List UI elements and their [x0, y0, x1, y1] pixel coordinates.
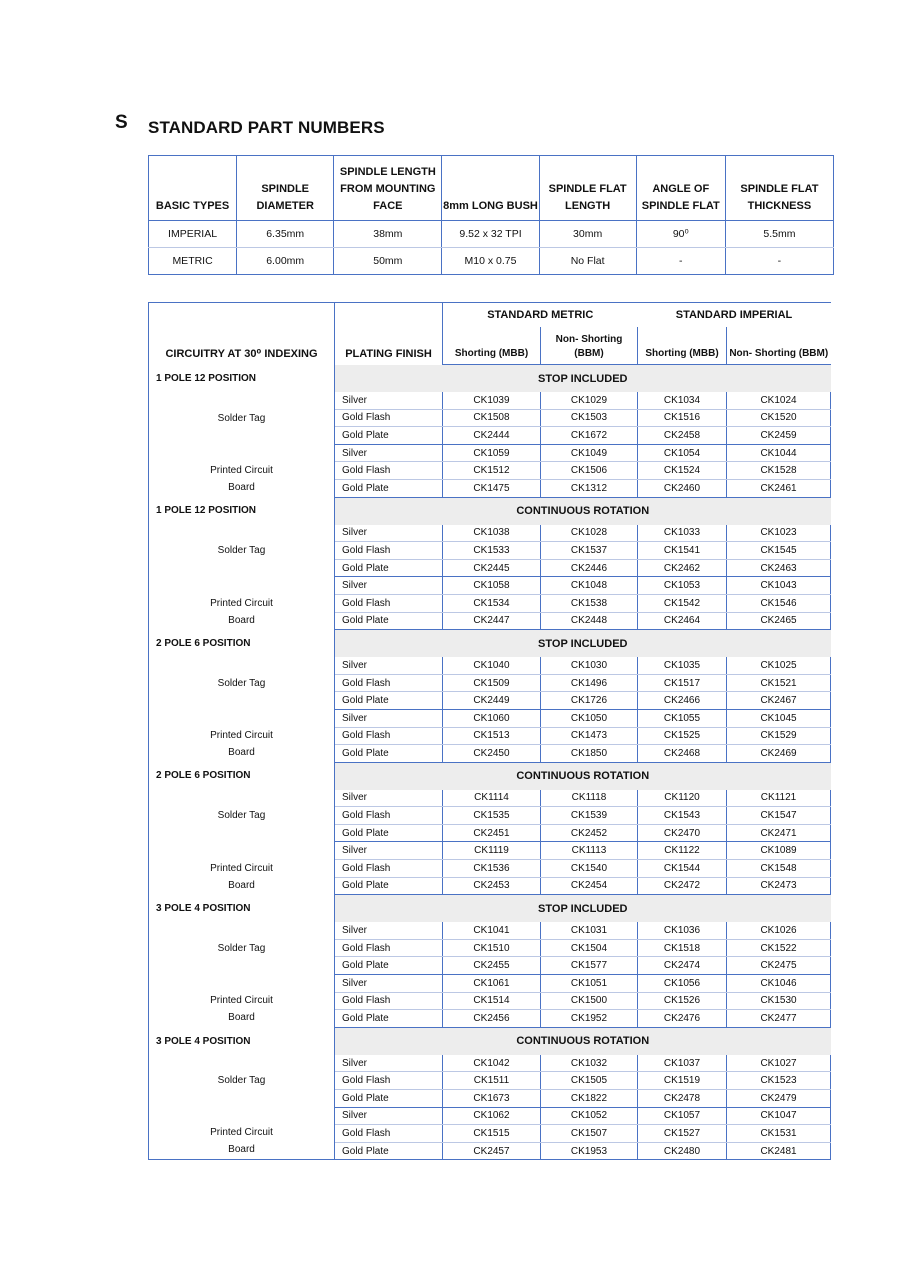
part-number-cell: CK2447	[443, 612, 541, 630]
connection-pcb	[149, 577, 335, 630]
part-number-cell: CK1536	[443, 860, 541, 878]
spec-cell: 90⁰	[636, 221, 725, 248]
connection-pcb	[149, 1107, 335, 1160]
part-number-cell: CK2446	[541, 559, 638, 577]
section-header-row	[149, 497, 831, 525]
table-row	[149, 1055, 831, 1072]
metric-shorting-header: Shorting (MBB)	[443, 327, 541, 365]
part-number-cell: CK1046	[727, 975, 831, 993]
part-number-cell: CK1025	[727, 657, 831, 674]
connection-pcb	[149, 709, 335, 762]
part-number-cell: CK1523	[727, 1072, 831, 1090]
spec-cell: 30mm	[539, 221, 636, 248]
spec-header-row	[149, 156, 834, 221]
plating-finish-cell: Gold Plate	[335, 612, 443, 630]
part-number-cell: CK1045	[727, 709, 831, 727]
plating-finish-cell: Gold Plate	[335, 1142, 443, 1160]
section-header-row	[149, 762, 831, 790]
plating-finish-cell: Gold Plate	[335, 1010, 443, 1028]
part-number-cell: CK1119	[443, 842, 541, 860]
part-number-cell: CK1952	[541, 1010, 638, 1028]
plating-finish-cell: Gold Plate	[335, 745, 443, 763]
pcb-label-line1: Printed Circuit	[210, 1127, 273, 1139]
part-number-cell: CK1121	[727, 790, 831, 807]
section-label: 2 POLE 6 POSITION	[149, 630, 335, 658]
part-number-cell: CK2459	[727, 427, 831, 445]
part-number-cell: CK1505	[541, 1072, 638, 1090]
part-number-cell: CK2445	[443, 559, 541, 577]
section-label: 1 POLE 12 POSITION	[149, 365, 335, 393]
part-number-cell: CK1513	[443, 727, 541, 745]
part-number-cell: CK1055	[638, 709, 727, 727]
part-number-cell: CK2449	[443, 692, 541, 710]
part-number-cell: CK1041	[443, 922, 541, 939]
part-numbers-table	[148, 302, 831, 1160]
table-row	[149, 922, 831, 939]
part-number-cell: CK1031	[541, 922, 638, 939]
part-number-cell: CK1058	[443, 577, 541, 595]
part-number-cell: CK2475	[727, 957, 831, 975]
plating-finish-cell: Gold Plate	[335, 877, 443, 895]
connection-solder-tag: Solder Tag	[149, 922, 335, 974]
section-banner: STOP INCLUDED	[335, 630, 831, 658]
table-row	[149, 577, 831, 595]
spec-cell: 6.00mm	[237, 248, 334, 275]
table-row	[149, 709, 831, 727]
plating-finish-cell: Gold Flash	[335, 1125, 443, 1143]
connection-solder-tag: Solder Tag	[149, 1055, 335, 1107]
part-number-cell: CK2444	[443, 427, 541, 445]
part-number-cell: CK1048	[541, 577, 638, 595]
plating-finish-cell: Silver	[335, 922, 443, 939]
part-number-cell: CK1525	[638, 727, 727, 745]
part-number-cell: CK1539	[541, 807, 638, 825]
plating-finish-cell: Silver	[335, 842, 443, 860]
part-number-cell: CK1028	[541, 525, 638, 542]
table-row	[149, 790, 831, 807]
part-number-cell: CK1507	[541, 1125, 638, 1143]
plating-finish-cell: Gold Flash	[335, 409, 443, 427]
part-number-cell: CK1032	[541, 1055, 638, 1072]
part-number-cell: CK1062	[443, 1107, 541, 1125]
part-number-cell: CK2456	[443, 1010, 541, 1028]
part-number-cell: CK1530	[727, 992, 831, 1010]
plating-finish-cell: Gold Plate	[335, 427, 443, 445]
table-row	[149, 657, 831, 674]
part-number-cell: CK2452	[541, 824, 638, 842]
spec-header-basic-types: BASIC TYPES	[149, 156, 237, 221]
spec-cell: 6.35mm	[237, 221, 334, 248]
part-number-cell: CK1503	[541, 409, 638, 427]
section-banner: STOP INCLUDED	[335, 895, 831, 923]
part-number-cell: CK1089	[727, 842, 831, 860]
part-number-cell: CK1060	[443, 709, 541, 727]
part-number-cell: CK1527	[638, 1125, 727, 1143]
part-number-cell: CK1673	[443, 1090, 541, 1108]
part-number-cell: CK1122	[638, 842, 727, 860]
part-number-cell: CK2468	[638, 745, 727, 763]
part-number-cell: CK2464	[638, 612, 727, 630]
part-number-cell: CK1726	[541, 692, 638, 710]
part-number-cell: CK1577	[541, 957, 638, 975]
spec-header-bush: 8mm LONG BUSH	[442, 156, 539, 221]
part-number-cell: CK1500	[541, 992, 638, 1010]
table-row	[149, 1107, 831, 1125]
part-number-cell: CK2479	[727, 1090, 831, 1108]
part-number-cell: CK1526	[638, 992, 727, 1010]
spec-cell: 38mm	[334, 221, 442, 248]
section-header-row	[149, 630, 831, 658]
spec-header-spindle-diameter: SPINDLE DIAMETER	[237, 156, 334, 221]
part-number-cell: CK1027	[727, 1055, 831, 1072]
part-number-cell: CK1029	[541, 392, 638, 409]
spec-row-metric	[149, 248, 834, 275]
part-number-cell: CK2457	[443, 1142, 541, 1160]
pcb-label-line2: Board	[228, 1012, 255, 1024]
plating-finish-cell: Gold Flash	[335, 860, 443, 878]
table-row	[149, 842, 831, 860]
part-number-cell: CK1035	[638, 657, 727, 674]
spec-cell: METRIC	[172, 255, 213, 267]
part-number-cell: CK1038	[443, 525, 541, 542]
plating-finish-cell: Gold Flash	[335, 542, 443, 560]
plating-finish-cell: Silver	[335, 975, 443, 993]
part-number-cell: CK2470	[638, 824, 727, 842]
part-number-cell: CK2473	[727, 877, 831, 895]
part-number-cell: CK1030	[541, 657, 638, 674]
plating-finish-cell: Gold Plate	[335, 692, 443, 710]
plating-finish-cell: Silver	[335, 1055, 443, 1072]
pcb-label-line1: Printed Circuit	[210, 465, 273, 477]
part-number-cell: CK1114	[443, 790, 541, 807]
part-number-cell: CK1535	[443, 807, 541, 825]
part-number-cell: CK2474	[638, 957, 727, 975]
part-number-cell: CK1034	[638, 392, 727, 409]
spec-header-flat-length: SPINDLE FLAT LENGTH	[539, 156, 636, 221]
spindle-spec-table	[148, 155, 834, 275]
spec-cell: M10 x 0.75	[442, 248, 539, 275]
table-row	[149, 444, 831, 462]
part-number-cell: CK2467	[727, 692, 831, 710]
part-number-cell: CK2458	[638, 427, 727, 445]
plating-finish-cell: Gold Plate	[335, 957, 443, 975]
section-header-row	[149, 1027, 831, 1055]
part-number-cell: CK1061	[443, 975, 541, 993]
imperial-non-shorting-header: Non- Shorting (BBM)	[727, 327, 831, 365]
part-number-cell: CK1850	[541, 745, 638, 763]
part-number-cell: CK1475	[443, 479, 541, 497]
part-number-cell: CK1026	[727, 922, 831, 939]
table-row	[149, 392, 831, 409]
standard-metric-header: STANDARD METRIC	[487, 309, 594, 321]
section-header-row	[149, 895, 831, 923]
part-number-cell: CK1545	[727, 542, 831, 560]
part-number-cell: CK1518	[638, 939, 727, 957]
part-number-cell: CK2480	[638, 1142, 727, 1160]
table-row	[149, 525, 831, 542]
connection-pcb	[149, 842, 335, 895]
pcb-label-line2: Board	[228, 614, 255, 626]
section-label: 3 POLE 4 POSITION	[149, 895, 335, 923]
part-number-cell: CK2460	[638, 479, 727, 497]
plating-finish-cell: Gold Flash	[335, 727, 443, 745]
part-number-cell: CK1508	[443, 409, 541, 427]
plating-finish-cell: Gold Flash	[335, 462, 443, 480]
section-banner: CONTINUOUS ROTATION	[335, 1027, 831, 1055]
plating-finish-cell: Gold Flash	[335, 1072, 443, 1090]
part-number-cell: CK1515	[443, 1125, 541, 1143]
section-label: 3 POLE 4 POSITION	[149, 1027, 335, 1055]
part-number-cell: CK1059	[443, 444, 541, 462]
connection-pcb	[149, 975, 335, 1028]
plating-finish-cell: Gold Plate	[335, 479, 443, 497]
part-number-cell: CK1049	[541, 444, 638, 462]
part-number-cell: CK1533	[443, 542, 541, 560]
plating-finish-cell: Silver	[335, 444, 443, 462]
section-label: 2 POLE 6 POSITION	[149, 762, 335, 790]
part-number-cell: CK1538	[541, 594, 638, 612]
spec-cell: 50mm	[334, 248, 442, 275]
plating-finish-cell: Gold Flash	[335, 992, 443, 1010]
section-letter: S	[115, 112, 128, 133]
plating-finish-cell: Gold Flash	[335, 807, 443, 825]
part-number-cell: CK2462	[638, 559, 727, 577]
part-number-cell: CK1044	[727, 444, 831, 462]
part-number-cell: CK1510	[443, 939, 541, 957]
part-number-cell: CK1514	[443, 992, 541, 1010]
part-number-cell: CK1056	[638, 975, 727, 993]
plating-finish-cell: Gold Plate	[335, 824, 443, 842]
connection-solder-tag: Solder Tag	[149, 525, 335, 577]
pcb-label-line1: Printed Circuit	[210, 730, 273, 742]
part-number-cell: CK1540	[541, 860, 638, 878]
connection-pcb	[149, 444, 335, 497]
part-number-cell: CK1524	[638, 462, 727, 480]
part-number-cell: CK1043	[727, 577, 831, 595]
part-number-cell: CK1519	[638, 1072, 727, 1090]
plating-finish-cell: Gold Plate	[335, 1090, 443, 1108]
part-number-cell: CK1040	[443, 657, 541, 674]
plating-finish-cell: Gold Flash	[335, 594, 443, 612]
part-number-cell: CK2455	[443, 957, 541, 975]
part-number-cell: CK1672	[541, 427, 638, 445]
part-number-cell: CK2466	[638, 692, 727, 710]
part-number-cell: CK1512	[443, 462, 541, 480]
part-number-cell: CK1509	[443, 674, 541, 692]
part-number-cell: CK1052	[541, 1107, 638, 1125]
part-number-cell: CK1542	[638, 594, 727, 612]
part-number-cell: CK1506	[541, 462, 638, 480]
part-number-cell: CK1053	[638, 577, 727, 595]
part-number-cell: CK2448	[541, 612, 638, 630]
part-number-cell: CK2477	[727, 1010, 831, 1028]
part-number-cell: CK1496	[541, 674, 638, 692]
part-number-cell: CK2463	[727, 559, 831, 577]
pcb-label-line2: Board	[228, 747, 255, 759]
part-number-cell: CK2476	[638, 1010, 727, 1028]
pcb-label-line1: Printed Circuit	[210, 597, 273, 609]
part-number-cell: CK1511	[443, 1072, 541, 1090]
part-number-cell: CK1547	[727, 807, 831, 825]
pcb-label-line2: Board	[228, 1144, 255, 1156]
pcb-label-line2: Board	[228, 482, 255, 494]
part-number-cell: CK1504	[541, 939, 638, 957]
plating-finish-cell: Gold Flash	[335, 674, 443, 692]
part-number-cell: CK2453	[443, 877, 541, 895]
circuitry-header: CIRCUITRY AT 30⁰ INDEXING	[149, 303, 335, 365]
part-number-cell: CK2454	[541, 877, 638, 895]
part-number-cell: CK1520	[727, 409, 831, 427]
part-number-cell: CK2461	[727, 479, 831, 497]
plating-finish-cell: Gold Flash	[335, 939, 443, 957]
spec-cell: 5.5mm	[725, 221, 833, 248]
part-number-cell: CK1113	[541, 842, 638, 860]
part-number-cell: CK1516	[638, 409, 727, 427]
section-banner: STOP INCLUDED	[335, 365, 831, 393]
part-number-cell: CK1042	[443, 1055, 541, 1072]
part-number-cell: CK1522	[727, 939, 831, 957]
part-number-cell: CK2472	[638, 877, 727, 895]
table-row	[149, 975, 831, 993]
plating-finish-cell: Silver	[335, 790, 443, 807]
page-title: STANDARD PART NUMBERS	[148, 118, 385, 137]
part-number-cell: CK1039	[443, 392, 541, 409]
pcb-label-line1: Printed Circuit	[210, 862, 273, 874]
part-number-cell: CK1541	[638, 542, 727, 560]
part-number-cell: CK1057	[638, 1107, 727, 1125]
part-number-cell: CK1054	[638, 444, 727, 462]
plating-finish-cell: Silver	[335, 657, 443, 674]
part-number-cell: CK2465	[727, 612, 831, 630]
part-number-cell: CK1036	[638, 922, 727, 939]
connection-solder-tag: Solder Tag	[149, 392, 335, 444]
part-number-cell: CK1517	[638, 674, 727, 692]
section-header-row	[149, 365, 831, 393]
standard-imperial-header: STANDARD IMPERIAL	[675, 309, 793, 321]
part-number-cell: CK2471	[727, 824, 831, 842]
part-number-cell: CK2450	[443, 745, 541, 763]
part-number-cell: CK1531	[727, 1125, 831, 1143]
spec-header-flat-angle: ANGLE OF SPINDLE FLAT	[636, 156, 725, 221]
part-number-cell: CK1312	[541, 479, 638, 497]
spec-row-imperial	[149, 221, 834, 248]
plating-finish-cell: Silver	[335, 1107, 443, 1125]
part-number-cell: CK1050	[541, 709, 638, 727]
part-number-cell: CK2478	[638, 1090, 727, 1108]
pcb-label-line1: Printed Circuit	[210, 995, 273, 1007]
spec-cell: IMPERIAL	[149, 221, 237, 248]
part-number-cell: CK1822	[541, 1090, 638, 1108]
part-number-cell: CK1047	[727, 1107, 831, 1125]
part-number-cell: CK1120	[638, 790, 727, 807]
section-banner: CONTINUOUS ROTATION	[335, 762, 831, 790]
part-number-cell: CK1037	[638, 1055, 727, 1072]
part-number-cell: CK1544	[638, 860, 727, 878]
plating-finish-cell: Silver	[335, 525, 443, 542]
metric-non-shorting-header: Non- Shorting (BBM)	[541, 327, 638, 365]
parts-header-row-top	[149, 303, 831, 328]
section-banner: CONTINUOUS ROTATION	[335, 497, 831, 525]
connection-solder-tag: Solder Tag	[149, 657, 335, 709]
part-number-cell: CK1473	[541, 727, 638, 745]
plating-finish-cell: Silver	[335, 577, 443, 595]
spec-cell: 9.52 x 32 TPI	[442, 221, 539, 248]
plating-finish-cell: Gold Plate	[335, 559, 443, 577]
part-number-cell: CK1548	[727, 860, 831, 878]
section-label: 1 POLE 12 POSITION	[149, 497, 335, 525]
part-number-cell: CK1033	[638, 525, 727, 542]
part-number-cell: CK2451	[443, 824, 541, 842]
part-number-cell: CK1543	[638, 807, 727, 825]
part-number-cell: CK1118	[541, 790, 638, 807]
spec-header-flat-thickness: SPINDLE FLAT THICKNESS	[725, 156, 833, 221]
connection-solder-tag: Solder Tag	[149, 790, 335, 842]
spec-cell: -	[725, 248, 833, 275]
plating-finish-cell: Silver	[335, 392, 443, 409]
part-number-cell: CK1521	[727, 674, 831, 692]
pcb-label-line2: Board	[228, 879, 255, 891]
part-number-cell: CK1528	[727, 462, 831, 480]
spec-cell: No Flat	[539, 248, 636, 275]
part-number-cell: CK1537	[541, 542, 638, 560]
part-number-cell: CK1953	[541, 1142, 638, 1160]
plating-finish-cell: Silver	[335, 709, 443, 727]
part-number-cell: CK1546	[727, 594, 831, 612]
spec-cell: -	[636, 248, 725, 275]
spec-header-spindle-length: SPINDLE LENGTH FROM MOUNTING FACE	[334, 156, 442, 221]
imperial-shorting-header: Shorting (MBB)	[638, 327, 727, 365]
part-number-cell: CK1534	[443, 594, 541, 612]
part-number-cell: CK2469	[727, 745, 831, 763]
part-number-cell: CK1023	[727, 525, 831, 542]
part-number-cell: CK1024	[727, 392, 831, 409]
part-number-cell: CK1529	[727, 727, 831, 745]
part-number-cell: CK2481	[727, 1142, 831, 1160]
plating-finish-header: PLATING FINISH	[335, 303, 443, 365]
part-number-cell: CK1051	[541, 975, 638, 993]
